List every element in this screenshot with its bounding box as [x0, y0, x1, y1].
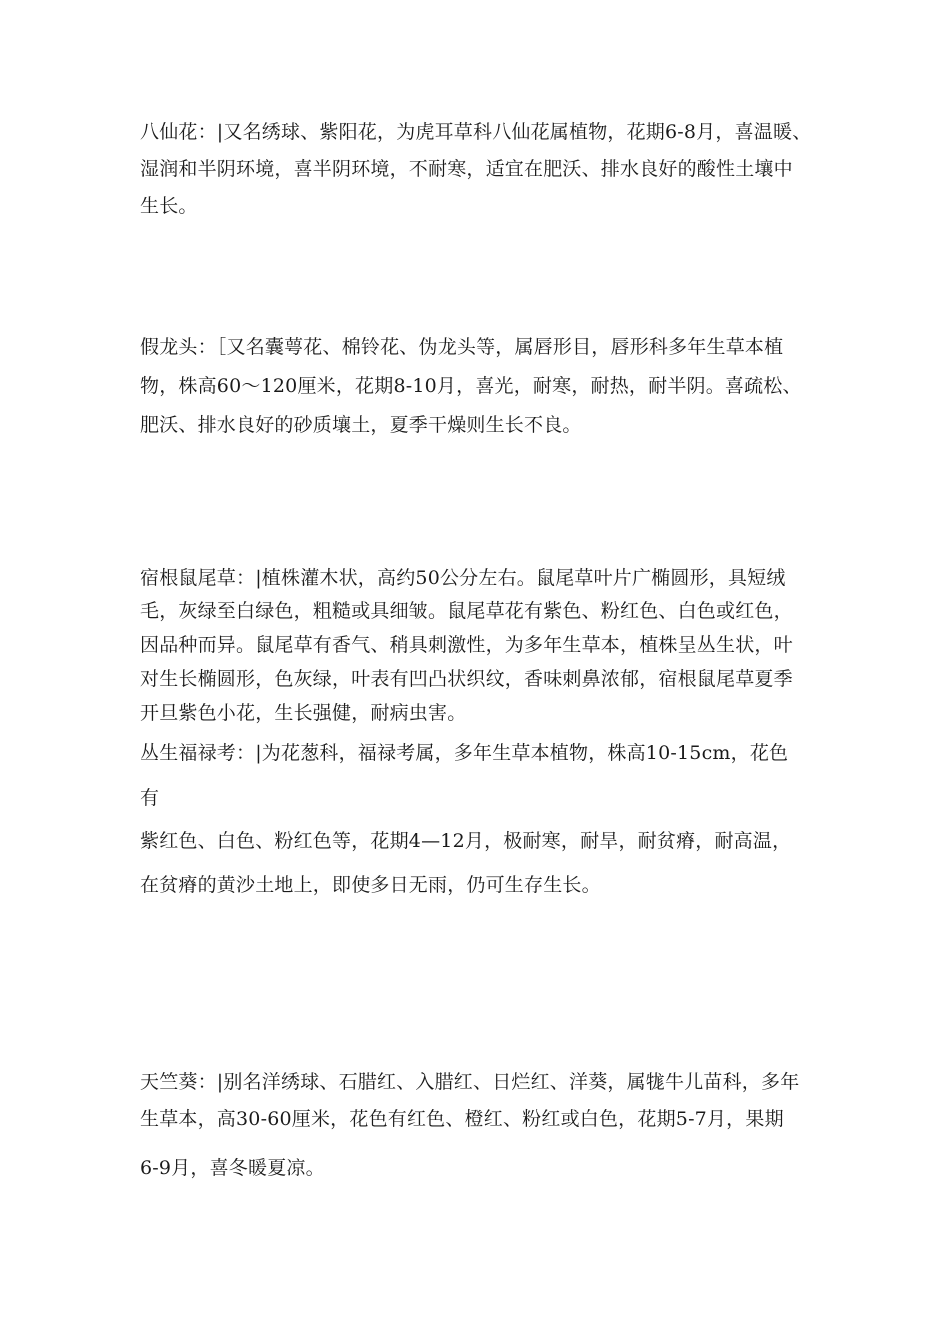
text-line: 在贫瘠的黄沙土地上，即使多日无雨，仍可生存生长。 [140, 874, 601, 896]
text-line: 开旦紫色小花，生长强健，耐病虫害。 [140, 702, 467, 724]
text-line: 丛生福禄考：|为花葱科，福禄考属，多年生草本植物，株高10-15cm，花色 [140, 742, 789, 764]
text-line: 6-9月，喜冬暖夏凉。 [140, 1157, 325, 1179]
text-line: 假龙头：［又名囊萼花、棉铃花、伪龙头等，属唇形目，唇形科多年生草本植 [140, 336, 784, 358]
text-line: 湿润和半阴环境，喜半阴环境，不耐寒，适宜在肥沃、排水良好的酸性土壤中 [140, 158, 793, 180]
text-line: 对生长椭圆形，色灰绿，叶表有凹凸状织纹，香味刺鼻浓郁，宿根鼠尾草夏季 [140, 668, 793, 690]
text-line: 天竺葵：|别名洋绣球、石腊红、入腊红、日烂红、洋葵，属牻牛儿苗科，多年 [140, 1071, 800, 1093]
text-line: 肥沃、排水良好的砂质壤土，夏季干燥则生长不良。 [140, 414, 582, 436]
text-line: 生草本，高30-60厘米，花色有红色、橙红、粉红或白色，花期5-7月，果期 [140, 1108, 784, 1130]
text-line: 宿根鼠尾草：|植株灌木状，高约50公分左右。鼠尾草叶片广椭圆形，具短绒 [140, 567, 786, 589]
text-line: 因品种而异。鼠尾草有香气、稍具刺激性，为多年生草本，植株呈丛生状，叶 [140, 634, 793, 656]
text-line: 生长。 [140, 195, 198, 217]
text-line: 八仙花：|又名绣球、紫阳花，为虎耳草科八仙花属植物，花期6-8月，喜温暖、 [140, 121, 812, 143]
text-line: 紫红色、白色、粉红色等，花期4—12月，极耐寒，耐旱，耐贫瘠，耐高温， [140, 830, 792, 852]
text-line: 有 [140, 787, 160, 809]
text-line: 物，株高60〜120厘米，花期8-10月，喜光，耐寒，耐热，耐半阴。喜疏松、 [140, 375, 802, 397]
text-line: 毛，灰绿至白绿色，粗糙或具细皱。鼠尾草花有紫色、粉红色、白色或红色， [140, 600, 793, 622]
